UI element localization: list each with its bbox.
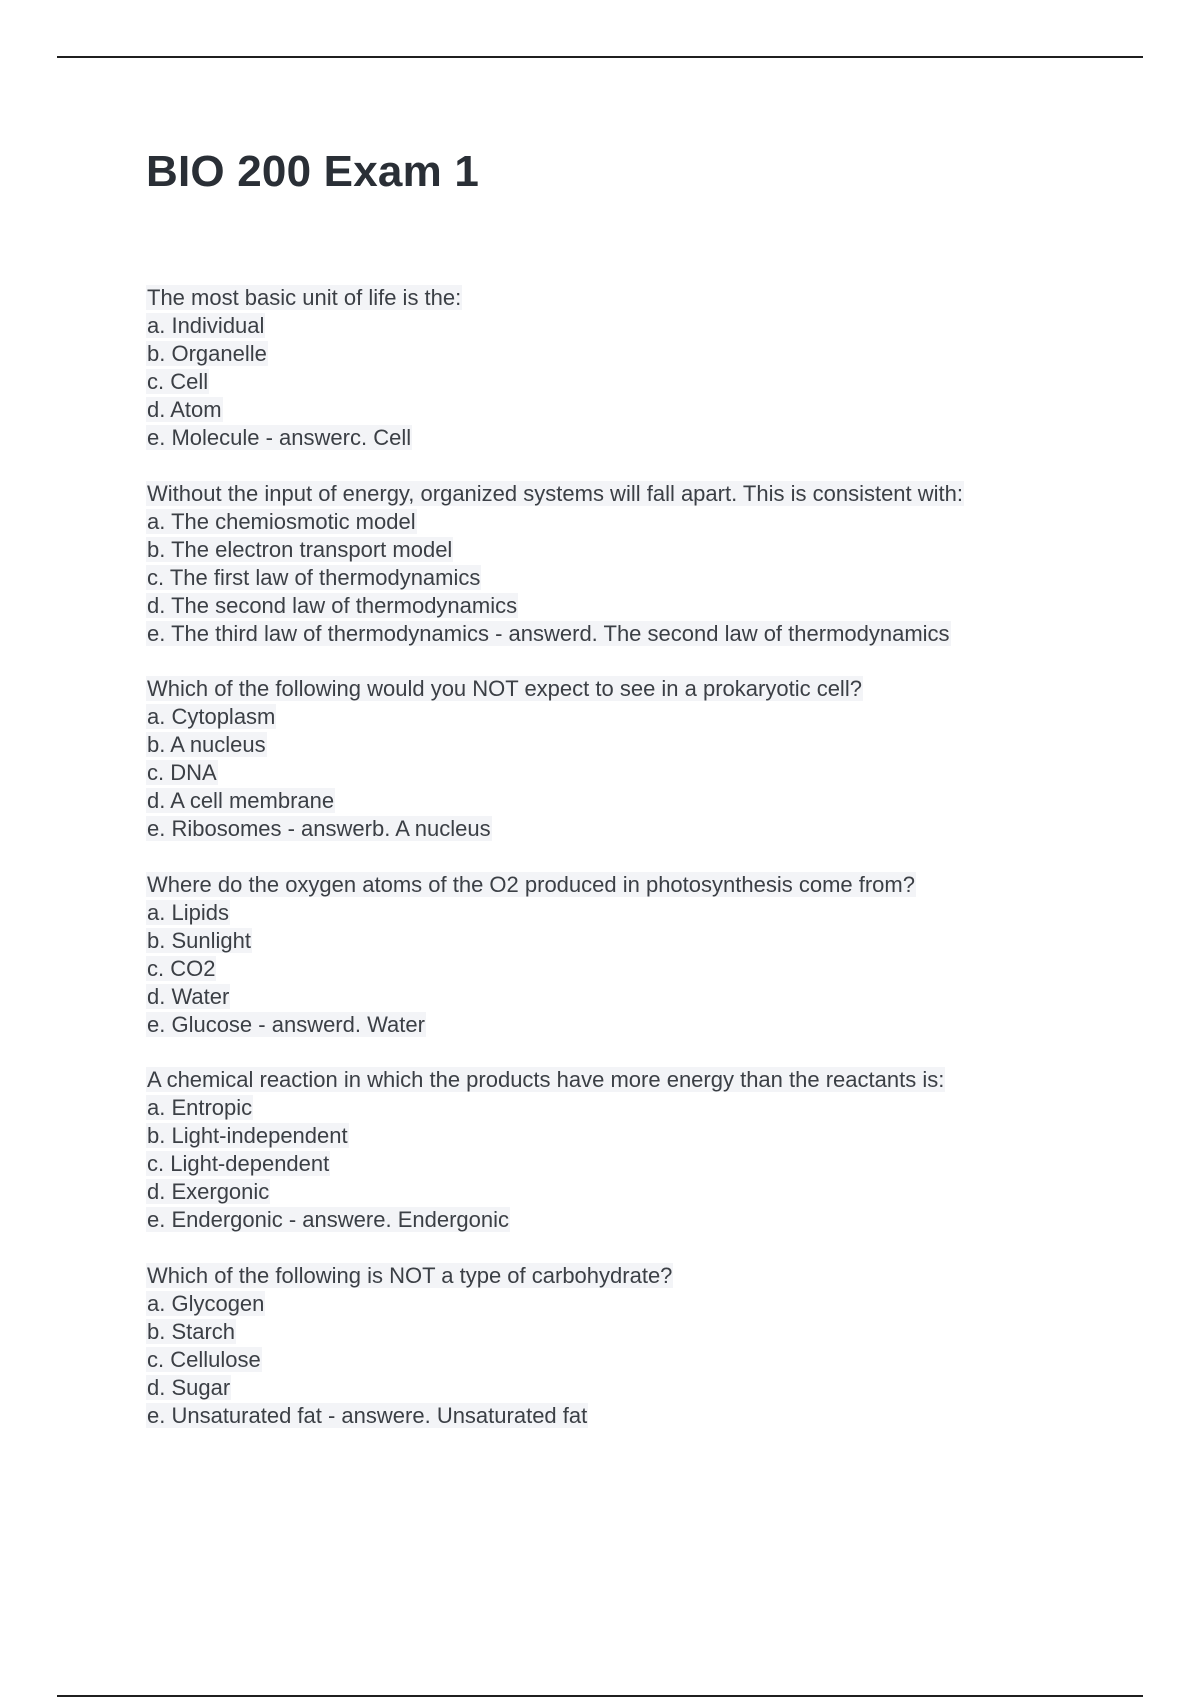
answer-option-with-key: e. Molecule - answerc. Cell (147, 425, 412, 450)
answer-option: d. Water (147, 983, 230, 1009)
question-list (146, 284, 1106, 1457)
question-prompt: Without the input of energy, organized systems will fall apart. This is consistent with: (147, 480, 963, 506)
question-2 (146, 480, 1106, 648)
answer-option-with-key: e. Endergonic - answere. Endergonic (147, 1207, 509, 1232)
answer-option: a. Individual (147, 313, 265, 338)
answer-option-with-key: e. Ribosomes - answerb. A nucleus (147, 816, 491, 841)
bottom-rule (57, 1695, 1143, 1697)
answer-option-with-key: e. Glucose - answerd. Water (147, 1011, 425, 1037)
answer-option: c. The first law of thermodynamics (147, 564, 481, 590)
answer-option: d. The second law of thermodynamics (147, 592, 518, 618)
question-prompt: Where do the oxygen atoms of the O2 produced in photosynthesis come from? (147, 871, 915, 897)
question-prompt: The most basic unit of life is the: (147, 285, 462, 310)
answer-option: b. Light-independent (147, 1123, 348, 1148)
answer-option: b. The electron transport model (147, 536, 453, 562)
answer-option: a. Lipids (147, 899, 229, 925)
question-4 (146, 871, 1106, 1039)
answer-option: a. Cytoplasm (147, 704, 276, 729)
answer-option: d. Atom (147, 397, 222, 422)
question-prompt: Which of the following is NOT a type of carbohydrate? (147, 1262, 673, 1288)
answer-option-with-key: e. The third law of thermodynamics - answerd. The second law of thermodynamics (147, 620, 950, 646)
answer-option: a. Entropic (147, 1095, 253, 1120)
question-prompt: A chemical reaction in which the products have more energy than the reactants is: (147, 1067, 945, 1092)
answer-option: c. Cellulose (147, 1346, 261, 1372)
answer-option: a. Glycogen (147, 1290, 265, 1316)
answer-option: b. Organelle (147, 341, 267, 366)
answer-option: a. The chemiosmotic model (147, 508, 416, 534)
document-title: BIO 200 Exam 1 (146, 147, 479, 196)
question-6 (146, 1262, 1106, 1430)
answer-option: d. Sugar (147, 1374, 231, 1400)
question-5 (146, 1066, 1106, 1234)
question-1 (146, 284, 1106, 452)
answer-option: d. A cell membrane (147, 788, 335, 813)
answer-option: c. DNA (147, 760, 217, 785)
answer-option: b. Sunlight (147, 927, 251, 953)
answer-option: b. A nucleus (147, 732, 266, 757)
answer-option: b. Starch (147, 1318, 236, 1344)
answer-option: c. Cell (147, 369, 209, 394)
top-rule (57, 56, 1143, 58)
answer-option: c. Light-dependent (147, 1151, 330, 1176)
question-3 (146, 675, 1106, 843)
answer-option-with-key: e. Unsaturated fat - answere. Unsaturated fat (147, 1402, 588, 1428)
answer-option: c. CO2 (147, 955, 216, 981)
question-prompt: Which of the following would you NOT expect to see in a prokaryotic cell? (147, 676, 862, 701)
answer-option: d. Exergonic (147, 1179, 270, 1204)
